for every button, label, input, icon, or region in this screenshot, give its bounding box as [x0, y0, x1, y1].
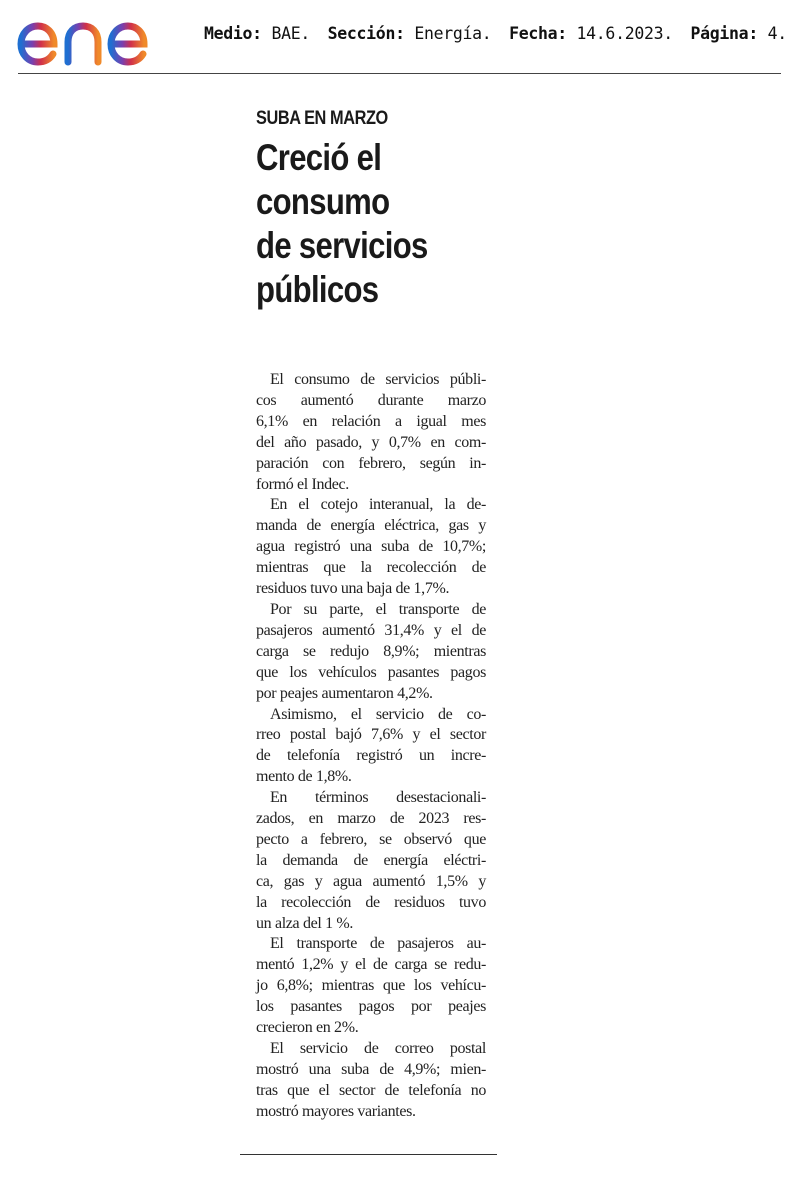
paragraph-line: El consumo de servicios públi-	[270, 371, 486, 388]
paragraph-line: pasajeros aumentó 31,4% y el de	[256, 621, 486, 639]
medio-value: BAE.	[271, 24, 310, 43]
paragraph-line: la recolección de residuos tuvo	[256, 893, 486, 911]
article-paragraph	[256, 495, 486, 600]
seccion-label: Sección:	[327, 24, 405, 43]
article-paragraph	[256, 600, 486, 705]
paragraph-line: un alza del 1 %.	[256, 914, 354, 932]
paragraph-line: de telefonía registró un incre-	[256, 747, 486, 765]
paragraph-line: Por su parte, el transporte de	[270, 600, 486, 618]
paragraph-line: mento de 1,8%.	[256, 768, 352, 786]
article-paragraph	[256, 934, 486, 1039]
pagina-label: Página:	[690, 24, 758, 43]
article-paragraph	[256, 788, 486, 934]
pagina-value: 4.	[767, 24, 787, 43]
paragraph-line: formó el Indec.	[256, 475, 349, 493]
seccion-value: Energía.	[414, 24, 492, 43]
paragraph-line: cos aumentó durante marzo	[256, 391, 486, 409]
clipping-metadata	[204, 24, 787, 43]
paragraph-line: En términos desestacionali-	[270, 789, 486, 807]
paragraph-line: manda de energía eléctrica, gas y	[256, 517, 486, 535]
paragraph-line: la demanda de energía eléctri-	[256, 851, 486, 869]
headline-line: de servicios	[256, 225, 428, 266]
paragraph-line: que los vehículos pasantes pagos	[256, 663, 486, 681]
article-headline	[256, 136, 451, 312]
paragraph-line: jo 6,8%; mientras que los vehícu-	[256, 977, 486, 995]
medio-label: Medio:	[204, 24, 262, 43]
paragraph-line: tras que el sector de telefonía no	[256, 1081, 486, 1099]
paragraph-line: mentó 1,2% y el de carga se redu-	[256, 956, 486, 974]
paragraph-line: carga se redujo 8,9%; mientras	[256, 642, 486, 660]
paragraph-line: 6,1% en relación a igual mes	[256, 412, 486, 430]
paragraph-line: por peajes aumentaron 4,2%.	[256, 684, 433, 702]
enel-logo	[14, 4, 180, 70]
paragraph-line: rreo postal bajó 7,6% y el sector	[256, 726, 486, 744]
paragraph-line: ca, gas y agua aumentó 1,5% y	[256, 872, 486, 890]
article-paragraph	[256, 370, 486, 495]
paragraph-line: paración con febrero, según in-	[256, 454, 486, 472]
paragraph-line: agua registró una suba de 10,7%;	[256, 538, 486, 556]
headline-line: consumo	[256, 181, 390, 222]
header-divider	[18, 73, 781, 74]
paragraph-line: mientras que la recolección de	[256, 559, 486, 577]
paragraph-line: residuos tuvo una baja de 1,7%.	[256, 580, 450, 598]
paragraph-line: crecieron en 2%.	[256, 1019, 359, 1037]
fecha-value: 14.6.2023.	[576, 24, 673, 43]
paragraph-line: El servicio de correo postal	[270, 1040, 486, 1057]
article-kicker: SUBA EN MARZO	[256, 108, 388, 129]
paragraph-line: En el cotejo interanual, la de-	[270, 496, 486, 514]
paragraph-line: mostró una suba de 4,9%; mien-	[256, 1060, 486, 1078]
paragraph-line: mostró mayores variantes.	[256, 1102, 416, 1120]
paragraph-line: del año pasado, y 0,7% en com-	[256, 433, 486, 451]
article-body	[256, 370, 486, 1123]
article-paragraph	[256, 705, 486, 789]
paragraph-line: zados, en marzo de 2023 res-	[256, 810, 486, 828]
fecha-label: Fecha:	[509, 24, 567, 43]
article-paragraph	[256, 1039, 486, 1123]
paragraph-line: El transporte de pasajeros au-	[270, 935, 486, 953]
headline-line: Creció el	[256, 137, 382, 178]
article-heading	[256, 108, 488, 312]
paragraph-line: Asimismo, el servicio de co-	[270, 705, 486, 723]
paragraph-line: pecto a febrero, se observó que	[256, 830, 486, 848]
headline-line: públicos	[256, 269, 379, 310]
paragraph-line: los pasantes pagos por peajes	[256, 998, 486, 1016]
footer-divider	[240, 1154, 497, 1155]
